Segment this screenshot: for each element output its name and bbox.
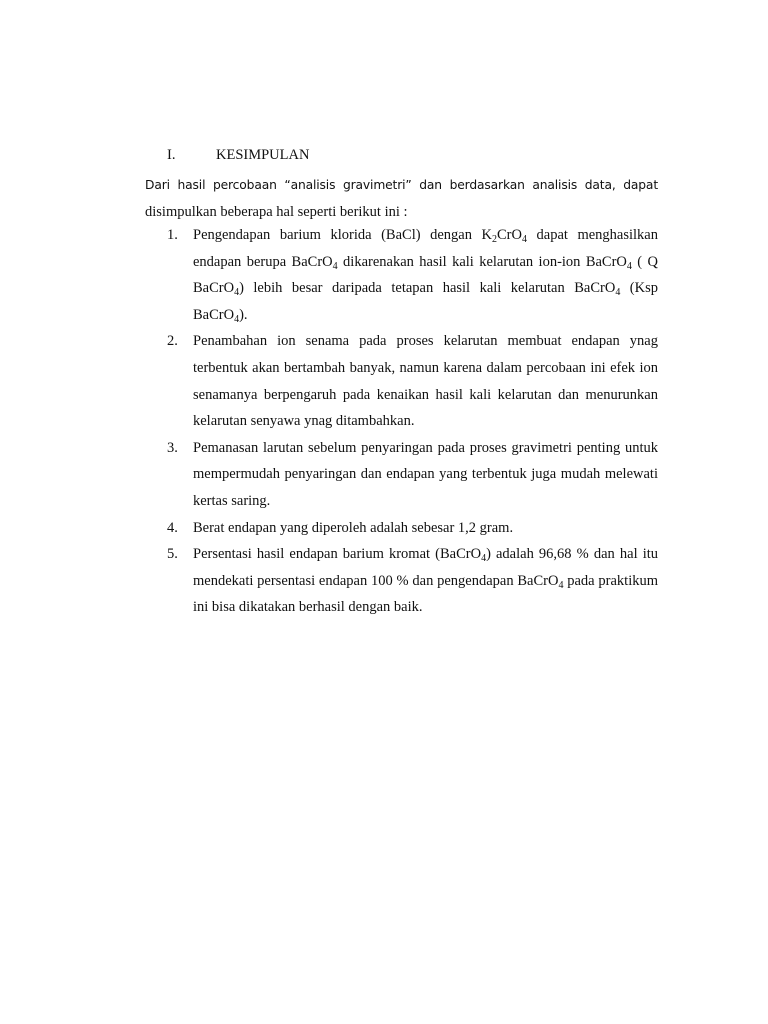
intro-paragraph	[145, 172, 658, 225]
list-marker: 3.	[167, 439, 178, 456]
list-item-text: Penambahan ion senama pada proses kelarutan membuat endapan ynag terbentuk akan bertambah banyak, namun karena dalam percobaan ini efek ion senamanya berpengaruh pada kenaikan hasil kali kelarutan dan menurunkan kelarutan senyawa ynag ditambahkan.	[193, 333, 658, 430]
conclusion-list	[145, 222, 658, 621]
list-marker: 4.	[167, 519, 178, 536]
list-item-text: Persentasi hasil endapan barium kromat (BaCrO$_4$) adalah 96,68 % dan hal itu mendekati persentasi endapan 100 % dan pengendapan BaCrO$_4$ pada praktikum ini bisa dikatakan berhasil dengan baik.	[193, 546, 659, 616]
list-item-3	[145, 435, 658, 515]
list-marker: 2.	[167, 333, 178, 350]
list-item-text: Pemanasan larutan sebelum penyaringan pada proses gravimetri penting untuk mempermudah penyaringan dan endapan yang terbentuk juga mudah melewati kertas saring.	[193, 439, 658, 509]
list-item-2	[145, 328, 658, 434]
section-heading	[167, 146, 309, 164]
list-item-text: Berat endapan yang diperoleh adalah sebesar 1,2 gram.	[193, 519, 514, 536]
list-item-4	[145, 515, 658, 542]
list-marker: 1.	[167, 227, 178, 243]
list-marker: 5.	[167, 546, 178, 563]
section-number: I.	[167, 147, 176, 163]
intro-line-1: Dari hasil percobaan “analisis gravimetri” dan berdasarkan analisis data, dapat	[145, 178, 658, 192]
intro-line-2: disimpulkan beberapa hal seperti berikut ini :	[145, 203, 408, 220]
list-item-5	[145, 541, 658, 621]
section-title: KESIMPULAN	[216, 147, 310, 163]
list-item-text: Pengendapan barium klorida (BaCl) dengan $K_2CrO_4$ dapat menghasilkan endapan berupa BaCrO$_4$ dikarenakan hasil kali kelarutan ion-ion BaCrO$_4$ ( Q BaCrO$_4$) lebih besar daripada tetapan hasil kali kelarutan BaCrO$_4$ (Ksp BaCrO$_4$).	[193, 227, 658, 325]
list-item-1	[145, 222, 658, 328]
